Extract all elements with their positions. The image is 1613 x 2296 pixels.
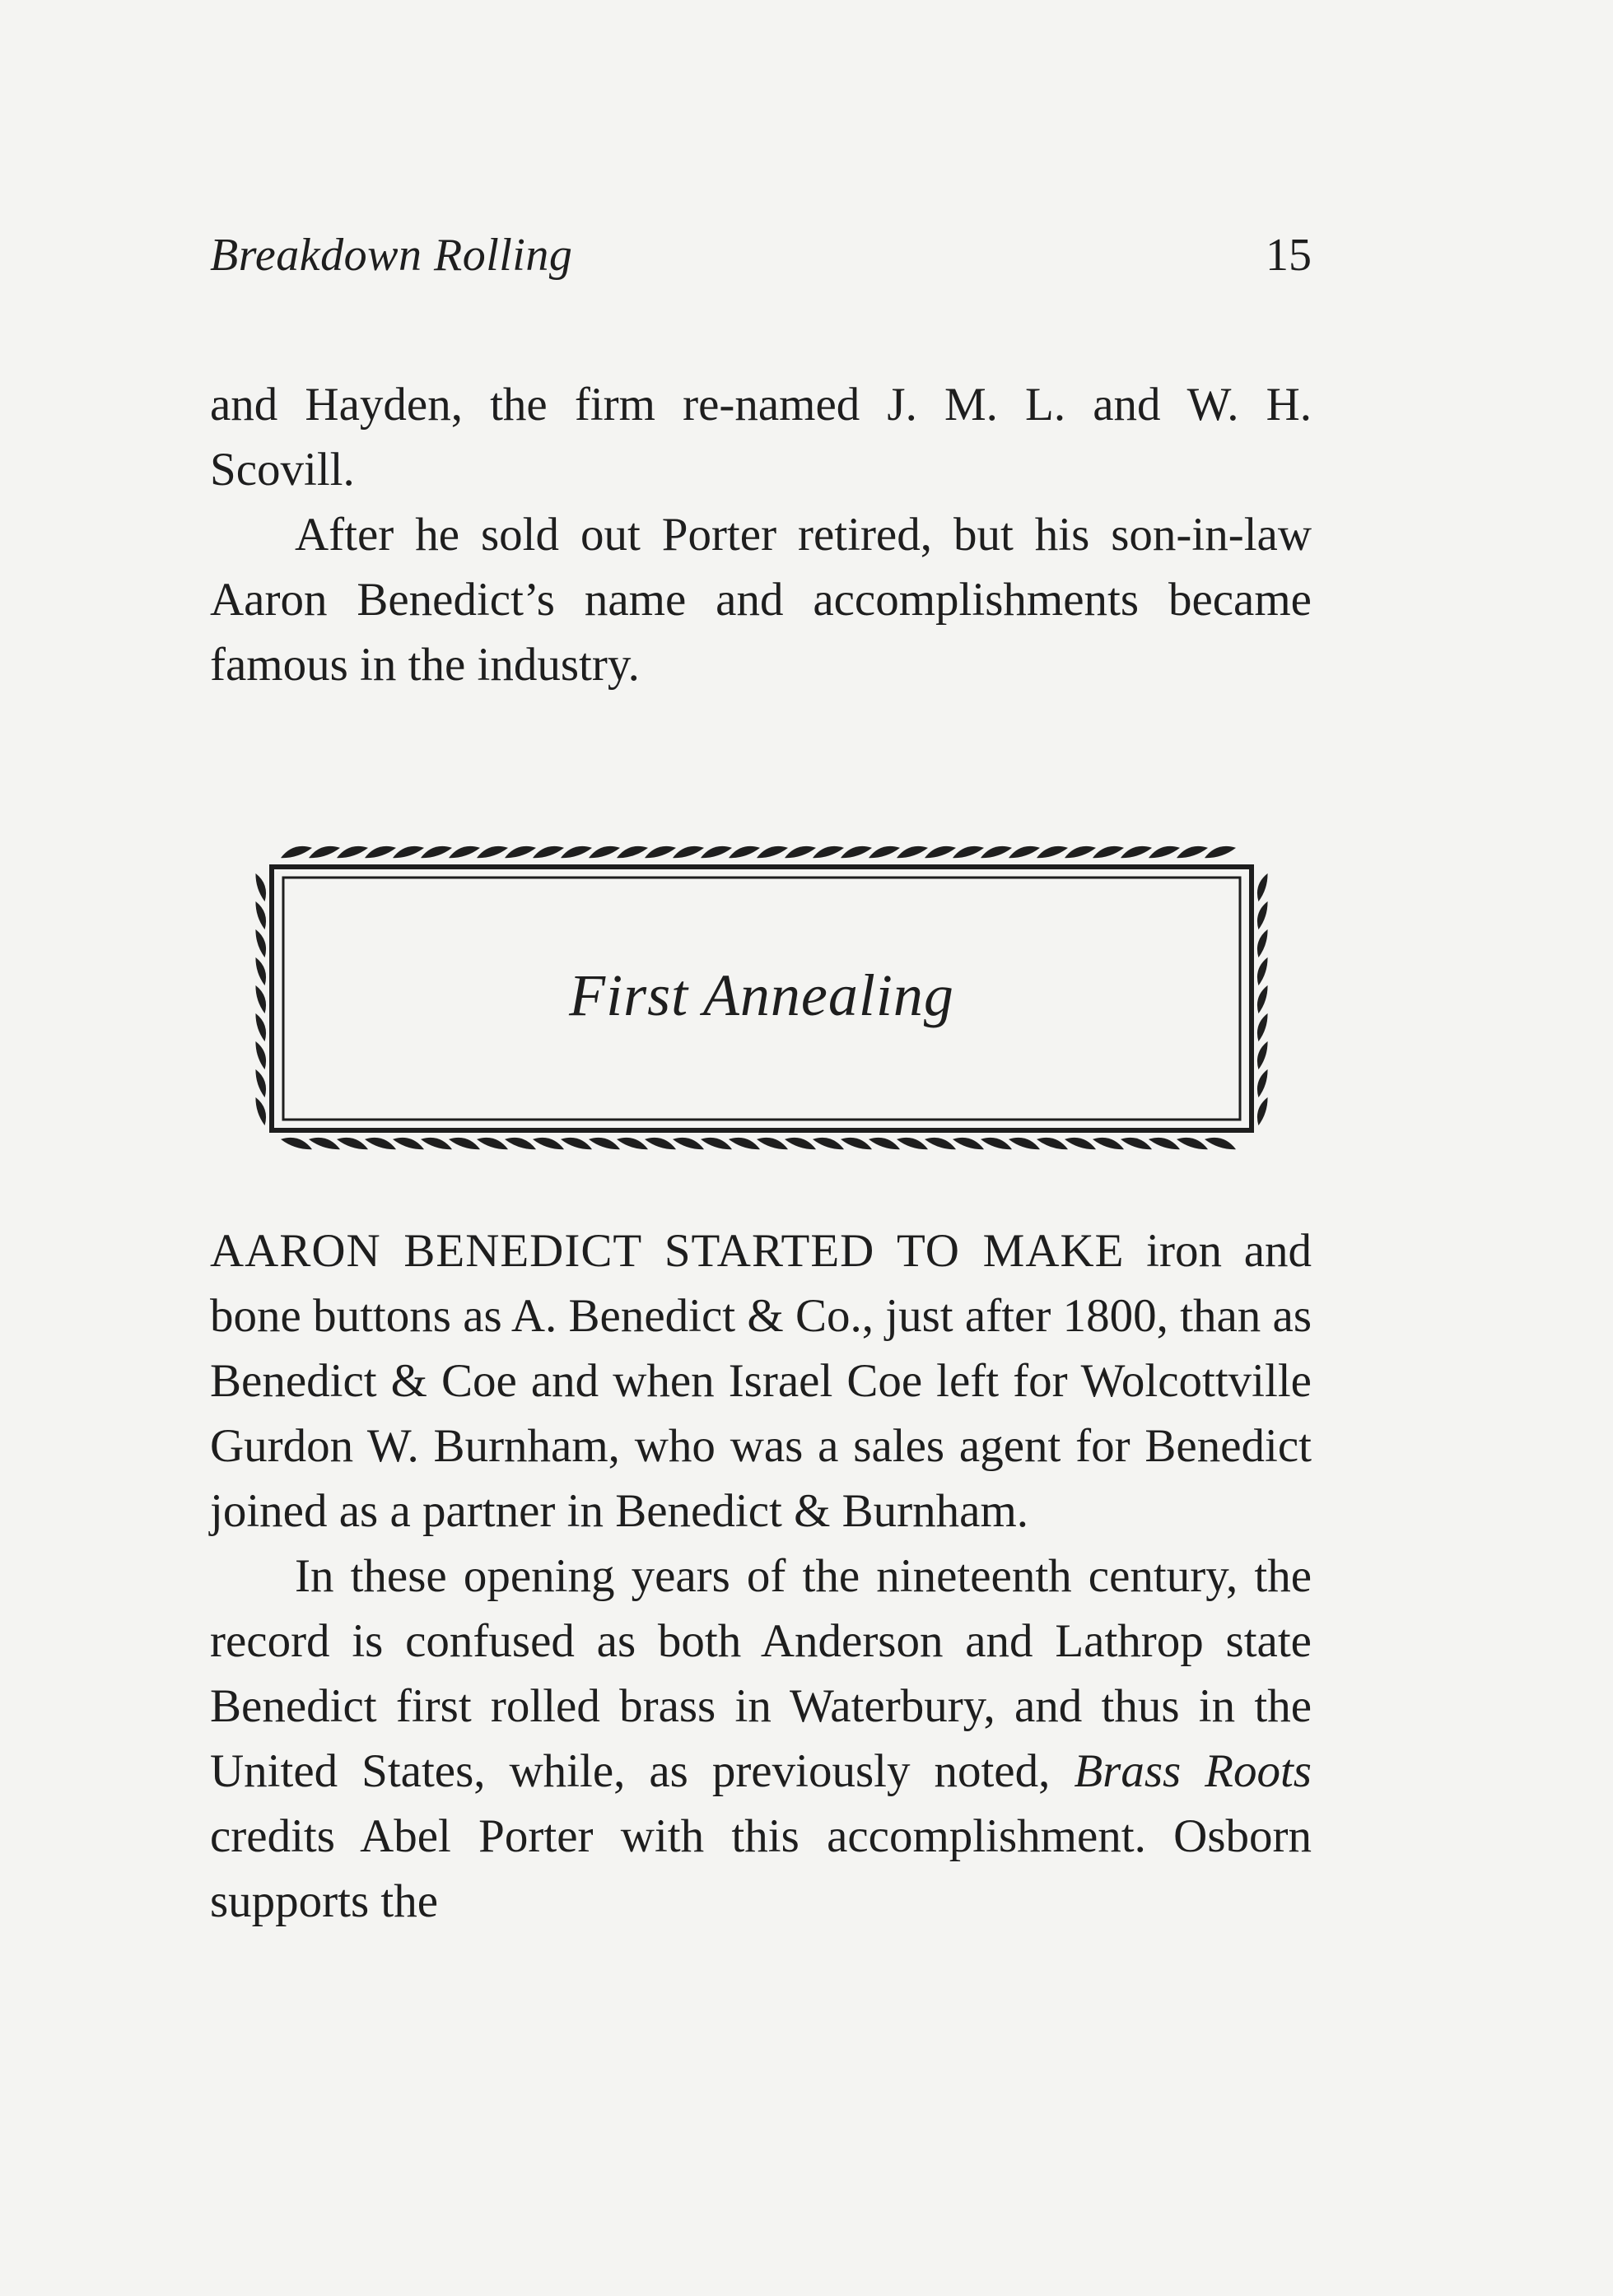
text-block-top	[210, 372, 1312, 697]
book-title-citation: Brass Roots	[1074, 1745, 1312, 1797]
paragraph-lead-caps: AARON BENEDICT STARTED TO MAKE	[210, 1225, 1125, 1277]
leaf-ornament	[923, 842, 957, 860]
section-title: First Annealing	[569, 962, 954, 1028]
leaf-ornament	[1035, 842, 1069, 860]
leaf-ornament	[279, 842, 313, 860]
leaf-ornament	[1148, 1134, 1182, 1152]
leaf-ornament	[924, 1134, 958, 1152]
leaf-ornament	[392, 1134, 426, 1152]
leaf-ornament	[840, 1134, 874, 1152]
leaf-ornament	[254, 872, 270, 902]
section-heading-frame	[247, 830, 1276, 1167]
leaf-ornament	[1254, 1040, 1270, 1070]
paragraph-aaron-benedict	[210, 1218, 1312, 1544]
leaf-ornament	[531, 842, 565, 860]
running-title: Breakdown Rolling	[210, 230, 573, 281]
leaf-ornament	[1091, 842, 1125, 860]
leaf-ornament	[587, 842, 621, 860]
leaf-ornament	[1254, 1068, 1270, 1098]
leaf-ornament	[1204, 1134, 1238, 1152]
leaf-ornament	[812, 1134, 846, 1152]
leaf-ornament	[307, 842, 341, 860]
text-block-bottom	[210, 1218, 1312, 1934]
leaf-ornament	[559, 842, 593, 860]
leaf-ornament	[811, 842, 845, 860]
page-number: 15	[1266, 230, 1312, 281]
leaf-ornament	[254, 928, 270, 958]
leaf-ornament	[784, 1134, 818, 1152]
leaf-ornament	[1092, 1134, 1126, 1152]
paragraph-body: credits Abel Porter with this accomplishment. Osborn supports the	[210, 1810, 1312, 1927]
leaf-ornament	[1064, 1134, 1098, 1152]
leaf-ornament	[839, 842, 873, 860]
leaf-ornament	[643, 842, 677, 860]
leaf-ornament	[1007, 842, 1041, 860]
leaf-ornament	[254, 1096, 270, 1126]
leaf-ornament	[867, 842, 901, 860]
leaf-ornament	[419, 842, 453, 860]
leaf-ornament	[755, 842, 789, 860]
leaf-ornament	[363, 842, 397, 860]
leaf-ornament	[364, 1134, 398, 1152]
leaf-ornament	[1254, 1096, 1270, 1126]
leaf-ornament	[336, 1134, 370, 1152]
leaf-ornament	[1008, 1134, 1042, 1152]
leaf-ornament	[1036, 1134, 1070, 1152]
running-head	[210, 229, 1312, 295]
leaf-ornament	[979, 842, 1013, 860]
leaf-ornament	[756, 1134, 790, 1152]
leaf-ornament	[308, 1134, 342, 1152]
leaf-ornament	[254, 1068, 270, 1098]
leaf-ornament	[672, 1134, 706, 1152]
leaf-ornament	[447, 842, 481, 860]
leaf-ornament	[335, 842, 369, 860]
paragraph-porter-retired: After he sold out Porter retired, but his son-in-law Aaron Benedict’s name and accomplishments became famous in the industry.	[210, 509, 1312, 691]
leaf-ornament	[504, 1134, 538, 1152]
leaf-ornament	[532, 1134, 566, 1152]
leaf-ornament	[560, 1134, 594, 1152]
leaf-ornament	[1254, 872, 1270, 902]
leaf-ornament	[420, 1134, 454, 1152]
paragraph-opening-years	[210, 1544, 1312, 1934]
leaf-ornament	[254, 900, 270, 930]
leaf-ornament	[448, 1134, 482, 1152]
leaf-ornament	[951, 842, 985, 860]
leaf-ornament	[728, 1134, 762, 1152]
leaf-ornament	[1203, 842, 1237, 860]
leaf-ornament	[1147, 842, 1181, 860]
leaf-ornament	[475, 842, 509, 860]
leaf-ornament	[476, 1134, 510, 1152]
leaf-ornament	[980, 1134, 1014, 1152]
leaf-ornament	[280, 1134, 314, 1152]
leaf-ornament	[727, 842, 761, 860]
leaf-ornament	[588, 1134, 622, 1152]
leaf-ornament	[1254, 900, 1270, 930]
leaf-ornament	[895, 842, 929, 860]
leaf-ornament	[868, 1134, 902, 1152]
leaf-ornament	[1254, 928, 1270, 958]
leaf-ornament	[783, 842, 817, 860]
leaf-ornament	[503, 842, 537, 860]
leaf-ornament	[952, 1134, 986, 1152]
leaf-ornament	[896, 1134, 930, 1152]
leaf-ornament	[1119, 842, 1153, 860]
paragraph-body: In these opening years of the nineteenth century, the record is confused as both Anderson and Lathrop state Benedict first rolled brass in Waterbury, and thus in the United States, while, as previously noted,	[210, 1550, 1312, 1797]
paragraph-body: iron and bone buttons as A. Benedict & Co., just after 1800, than as Benedict & Coe and when Israel Coe left for Wolcottville Gurdon W. Burnham, who was a sales agent for Benedict joined as a partner in Benedict & Burnham.	[210, 1225, 1312, 1537]
leaf-ornament	[391, 842, 425, 860]
leaf-ornament	[644, 1134, 678, 1152]
leaf-ornament	[1176, 1134, 1210, 1152]
paragraph-continued: and Hayden, the firm re-named J. M. L. and W. H. Scovill.	[210, 379, 1312, 496]
leaf-ornament	[615, 842, 649, 860]
leaf-ornament	[671, 842, 705, 860]
leaf-ornament	[700, 1134, 734, 1152]
leaf-ornament	[699, 842, 733, 860]
leaf-ornament	[1120, 1134, 1154, 1152]
leaf-ornament	[1175, 842, 1209, 860]
leaf-ornament	[254, 1040, 270, 1070]
leaf-ornament	[1063, 842, 1097, 860]
leaf-ornament	[616, 1134, 650, 1152]
